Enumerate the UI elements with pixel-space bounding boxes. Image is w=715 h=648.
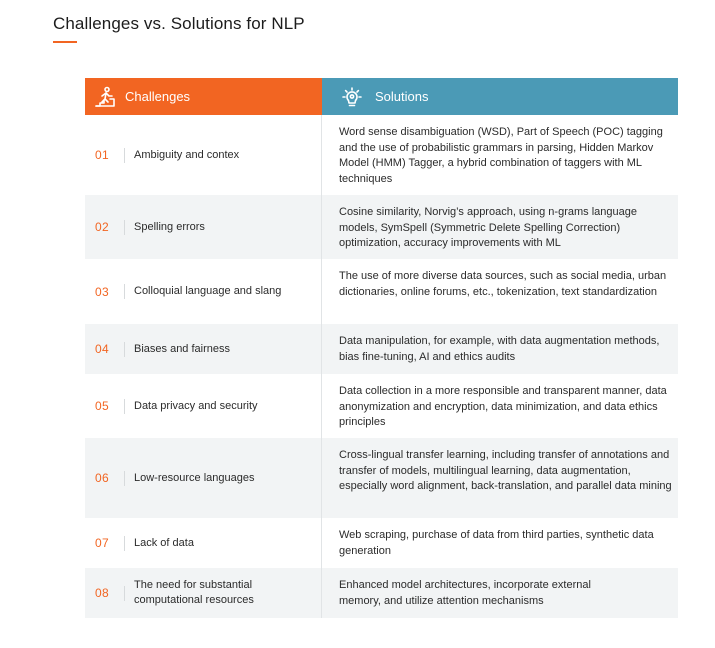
table-row xyxy=(85,374,678,438)
solution-cell xyxy=(322,115,678,195)
solution-text: Web scraping, purchase of data from third parties, synthetic data generation xyxy=(339,529,654,557)
solution-cell xyxy=(322,259,678,324)
row-number: 03 xyxy=(95,284,109,299)
solution-text: Word sense disambiguation (WSD), Part of Speech (POC) tagging and the use of probabilistic grammars in parsing, Hidden Markov Model (HMM) Tagger, a hybrid combination of taggers with ML techniques xyxy=(339,126,663,185)
challenge-cell xyxy=(85,195,322,259)
cell-divider xyxy=(124,342,125,357)
row-number: 04 xyxy=(95,342,109,356)
cell-divider xyxy=(124,284,125,299)
cell-divider xyxy=(124,471,125,486)
solution-cell xyxy=(322,438,678,518)
challenge-label: Colloquial language and slang xyxy=(134,285,282,297)
solution-text: Cosine similarity, Norvig’s approach, using n-grams language models, SymSpell (Symmetric Delete Spelling Correction) optimization, accuracy improvements with ML xyxy=(339,206,637,249)
solution-cell xyxy=(322,195,678,259)
cell-divider xyxy=(124,586,125,601)
challenge-label: The need for substantial computational resources xyxy=(134,579,254,606)
table-row xyxy=(85,568,678,618)
cell-divider xyxy=(124,148,125,163)
table-row xyxy=(85,195,678,259)
table-row xyxy=(85,518,678,568)
solution-text: Enhanced model architectures, incorporate external memory, and utilize attention mechanisms xyxy=(339,579,591,607)
comparison-table xyxy=(85,78,678,618)
row-number: 05 xyxy=(95,399,109,413)
solution-text: The use of more diverse data sources, such as social media, urban dictionaries, online forums, etc., tokenization, text standardization xyxy=(339,270,667,298)
cell-divider xyxy=(124,399,125,414)
challenge-label: Ambiguity and contex xyxy=(134,148,240,161)
challenge-cell xyxy=(85,374,322,438)
row-number: 08 xyxy=(95,586,109,600)
table-header xyxy=(85,78,678,115)
solution-cell xyxy=(322,374,678,438)
cell-divider xyxy=(124,536,125,551)
person-climbing-stairs-icon xyxy=(94,86,116,108)
solution-cell xyxy=(322,324,678,374)
table-row xyxy=(85,438,678,518)
row-number: 02 xyxy=(95,220,109,234)
solutions-header-label: Solutions xyxy=(375,89,429,104)
challenge-label: Spelling errors xyxy=(134,220,205,233)
challenge-label: Lack of data xyxy=(134,536,194,549)
challenges-header-label: Challenges xyxy=(125,89,191,104)
solution-text: Data collection in a more responsible and transparent manner, data anonymization and encryption, data minimization, and data ethics principles xyxy=(339,385,667,428)
solutions-header xyxy=(322,78,678,115)
cell-divider xyxy=(124,220,125,235)
solution-cell xyxy=(322,568,678,618)
challenge-cell xyxy=(85,259,322,324)
table-row xyxy=(85,324,678,374)
challenge-cell xyxy=(85,518,322,568)
page-title: Challenges vs. Solutions for NLP xyxy=(53,14,305,33)
solution-text: Data manipulation, for example, with data augmentation methods, bias fine-tuning, AI and ethics audits xyxy=(339,335,660,363)
challenge-label: Low-resource languages xyxy=(134,471,255,484)
challenge-cell xyxy=(85,324,322,374)
challenge-label: Data privacy and security xyxy=(134,399,258,412)
solution-text: Cross-lingual transfer learning, including transfer of annotations and transfer of models, multilingual learning, data augmentation, especially word alignment, back-translation, and parallel data mining xyxy=(339,449,672,492)
solution-cell xyxy=(322,518,678,568)
table-row xyxy=(85,259,678,324)
lightbulb-gear-icon xyxy=(341,86,363,108)
challenge-label: Biases and fairness xyxy=(134,342,230,355)
challenge-cell xyxy=(85,115,322,195)
challenges-header xyxy=(85,78,322,115)
row-number: 06 xyxy=(95,471,109,485)
row-number: 01 xyxy=(95,148,109,162)
challenge-cell xyxy=(85,568,322,618)
title-underline xyxy=(53,41,77,43)
table-row xyxy=(85,115,678,195)
row-number: 07 xyxy=(95,536,109,550)
challenge-cell xyxy=(85,438,322,518)
